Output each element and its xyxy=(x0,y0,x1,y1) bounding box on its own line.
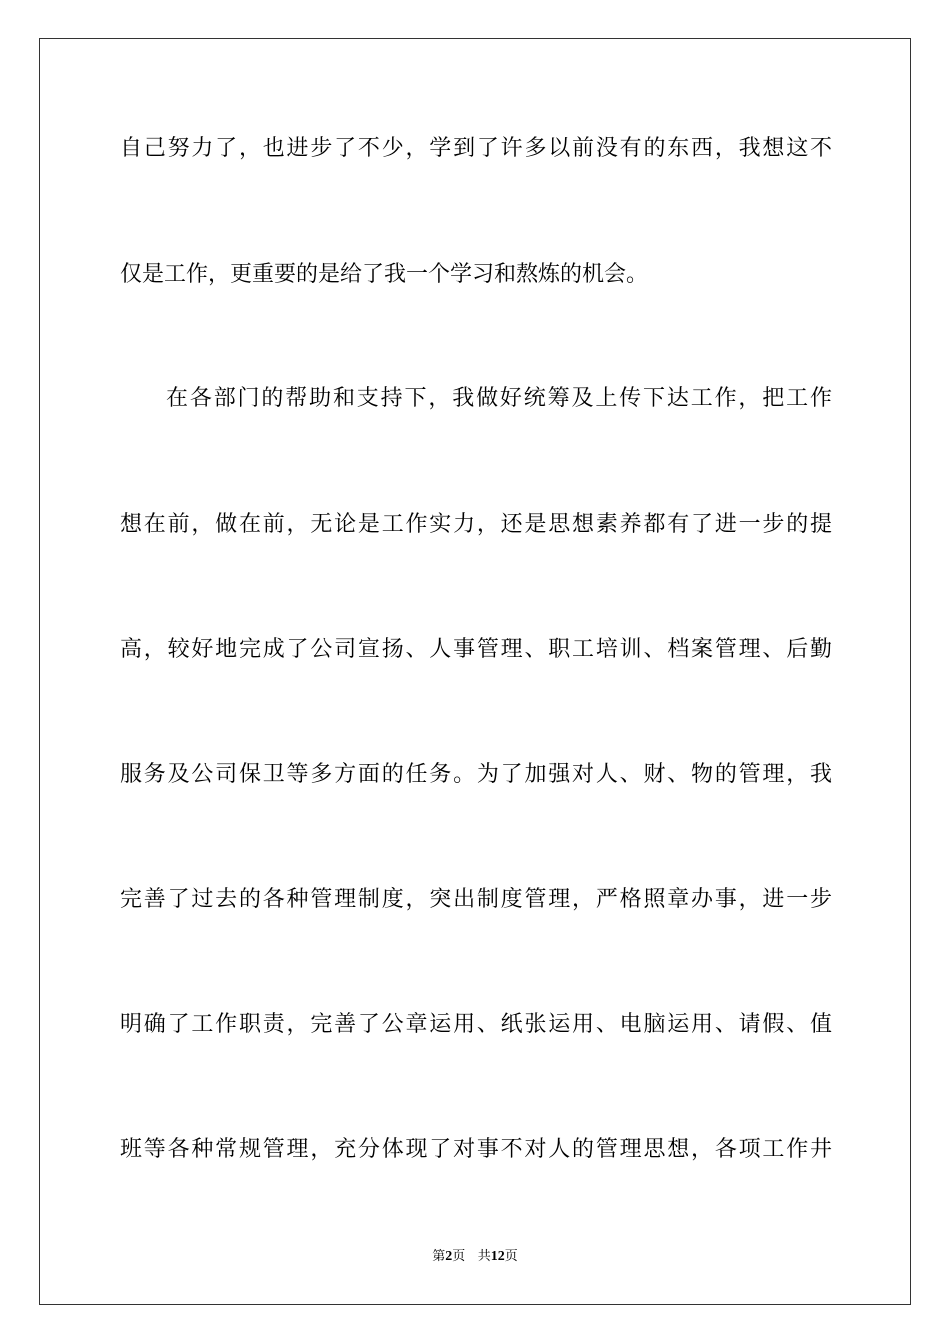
text-line: 高，较好地完成了公司宣扬、人事管理、职工培训、档案管理、后勤 xyxy=(120,637,832,662)
total-prefix: 共 xyxy=(477,1249,491,1264)
text-line: 完善了过去的各种管理制度，突出制度管理，严格照章办事，进一步 xyxy=(120,887,832,912)
text-line: 想在前，做在前，无论是工作实力，还是思想素养都有了进一步的提 xyxy=(120,512,832,537)
document-page xyxy=(39,38,911,1305)
page-footer xyxy=(40,1247,910,1267)
text-line: 在各部门的帮助和支持下，我做好统筹及上传下达工作，把工作 xyxy=(166,386,832,411)
text-line: 自己努力了，也进步了不少，学到了许多以前没有的东西，我想这不 xyxy=(120,136,832,161)
total-pages: 12 xyxy=(490,1249,505,1264)
page-prefix: 第 xyxy=(432,1249,446,1264)
page-number: 2 xyxy=(445,1249,453,1264)
text-line: 服务及公司保卫等多方面的任务。为了加强对人、财、物的管理，我 xyxy=(120,762,832,787)
text-line: 明确了工作职责，完善了公章运用、纸张运用、电脑运用、请假、值 xyxy=(120,1012,832,1037)
page-suffix: 页 xyxy=(452,1249,466,1264)
text-line: 班等各种常规管理，充分体现了对事不对人的管理思想，各项工作井 xyxy=(120,1137,832,1162)
text-line: 仅是工作，更重要的是给了我一个学习和熬炼的机会。 xyxy=(120,262,649,287)
total-suffix: 页 xyxy=(504,1249,518,1264)
